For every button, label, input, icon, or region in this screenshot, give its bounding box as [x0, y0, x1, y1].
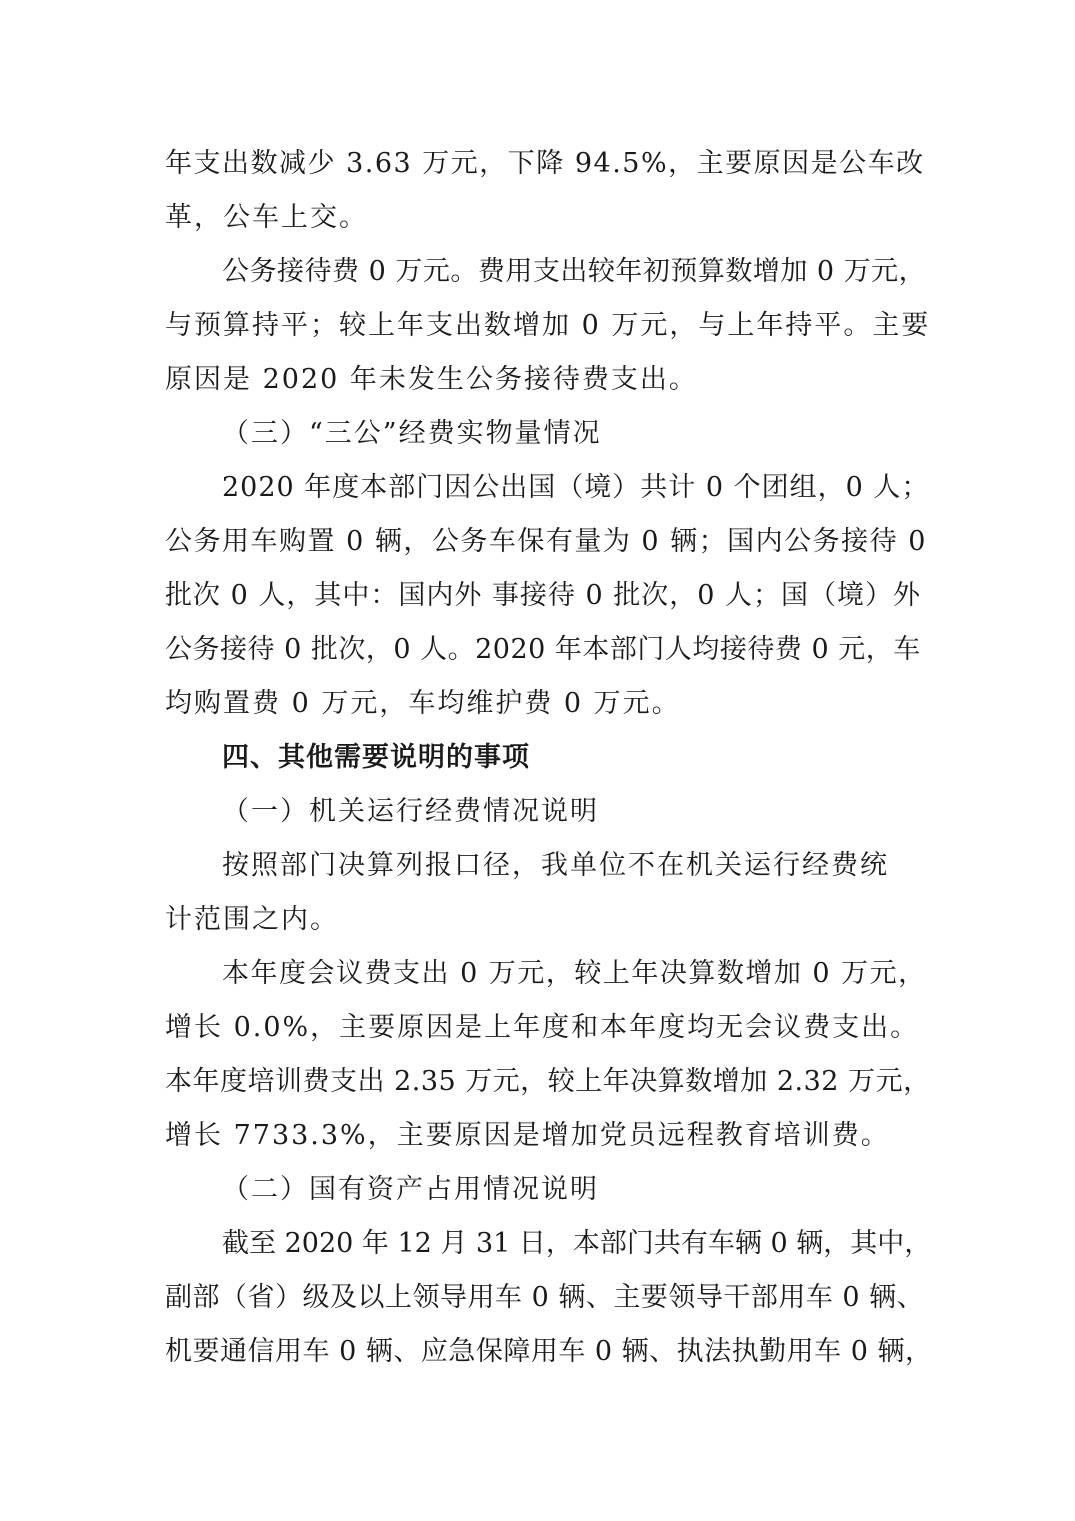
- paragraph-meeting-fee: 本年度会议费支出 0 万元，较上年决算数增加 0 万元，: [222, 958, 927, 989]
- text-line: 机要通信用车 0 辆、应急保障用车 0 辆、执法执勤用车 0 辆，: [165, 1336, 933, 1367]
- paragraph-training-fee: 本年度培训费支出 2.35 万元，较上年决算数增加 2.32 万元，: [165, 1066, 931, 1097]
- text-line: 革，公车上交。: [165, 202, 368, 233]
- text-line: 增长 0.0%，主要原因是上年度和本年度均无会议费支出。: [165, 1012, 920, 1043]
- paragraph-reception-fee: 公务接待费 0 万元。费用支出较年初预算数增加 0 万元，: [222, 256, 927, 287]
- text-line: 计范围之内。: [165, 904, 339, 935]
- text-line: 公务接待 0 批次，0 人。2020 年本部门人均接待费 0 元，车: [165, 634, 921, 665]
- paragraph-physical-quantity: 2020 年度本部门因公出国（境）共计 0 个团组，0 人；: [222, 472, 930, 503]
- subheading-state-assets: （二）国有资产占用情况说明: [222, 1174, 599, 1205]
- text-line: 批次 0 人，其中：国内外 事接待 0 批次，0 人；国（境）外: [165, 580, 922, 611]
- paragraph-vehicles: 截至 2020 年 12 月 31 日，本部门共有车辆 0 辆，其中，: [222, 1228, 932, 1259]
- text-line: 副部（省）级及以上领导用车 0 辆、主要领导干部用车 0 辆、: [165, 1282, 925, 1313]
- text-line: 与预算持平；较上年支出数增加 0 万元，与上年持平。主要: [165, 310, 931, 341]
- section-heading-other-matters: 四、其他需要说明的事项: [222, 742, 530, 773]
- subheading-three-public: （三）“三公”经费实物量情况: [222, 418, 602, 449]
- text-line: 年支出数减少 3.63 万元，下降 94.5%，主要原因是公车改: [165, 148, 925, 179]
- text-line: 增长 7733.3%，主要原因是增加党员远程教育培训费。: [165, 1120, 890, 1151]
- text-line: 均购置费 0 万元，车均维护费 0 万元。: [165, 688, 681, 719]
- text-line: 原因是 2020 年未发生公务接待费支出。: [165, 364, 698, 395]
- paragraph-operating-funds: 按照部门决算列报口径，我单位不在机关运行经费统: [222, 850, 889, 881]
- subheading-operating-funds: （一）机关运行经费情况说明: [222, 796, 599, 827]
- text-line: 公务用车购置 0 辆，公务车保有量为 0 辆；国内公务接待 0: [165, 526, 927, 557]
